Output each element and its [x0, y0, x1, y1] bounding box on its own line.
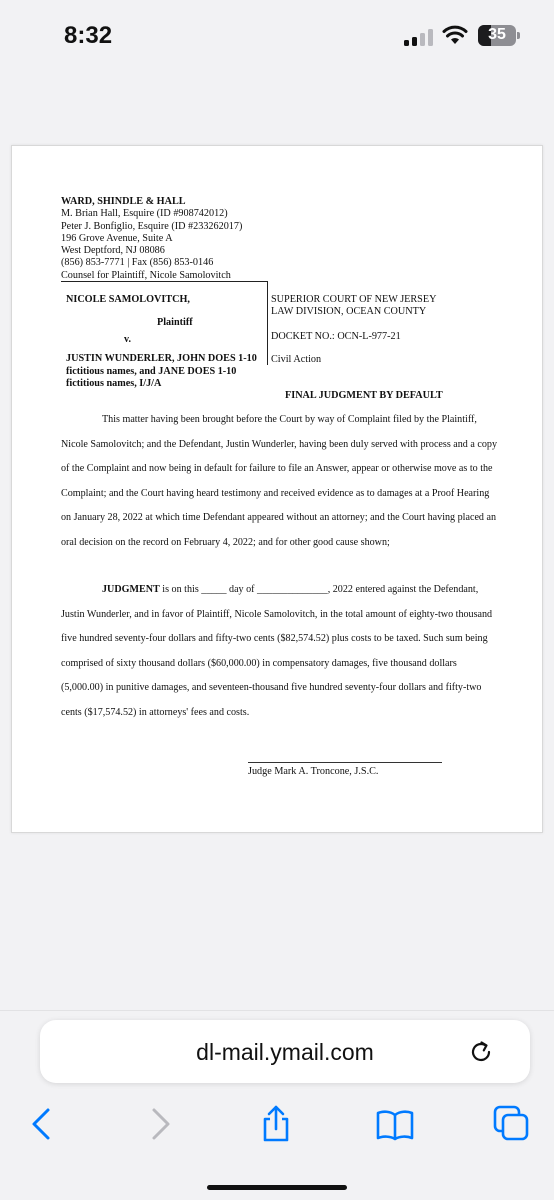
- signature-line: [248, 762, 442, 763]
- firm-line: M. Brian Hall, Esquire (ID #908742012): [61, 208, 228, 220]
- judgment-paragraph: [61, 578, 501, 726]
- plaintiff-name: NICOLE SAMOLOVITCH,: [66, 294, 190, 305]
- judgment-lead: JUDGMENT: [102, 584, 160, 595]
- firm-line: West Deptford, NJ 08086: [61, 245, 165, 257]
- judgment-text: is on this _____ day of ______________, 2022 entered against the Defendant, Justin Wunderler, and in favor of Plaintiff, Nicole Samolovitch, in the total amount of eighty-two thousand five hundred seventy-four dollars and fifty-two cents ($82,574.52) plus costs to be taxed. Such sum being comprised of sixty thousand dollars ($60,000.00) in compensatory damages, five thousand dollars (5,000.00) in punitive damages, and seventeen-thousand five hundred seventy-four dollars and fifty-two cents ($17,574.52) in attorneys' fees and costs.: [61, 584, 493, 718]
- document-title: FINAL JUDGMENT BY DEFAULT: [285, 390, 443, 401]
- firm-name: WARD, SHINDLE & HALL: [61, 196, 186, 207]
- action-type: Civil Action: [271, 354, 322, 365]
- plaintiff-role: Plaintiff: [157, 317, 193, 328]
- judge-signature-name: Judge Mark A. Troncone, J.S.C.: [248, 766, 379, 777]
- firm-block: [61, 196, 242, 282]
- firm-line: 196 Grove Avenue, Suite A: [61, 232, 173, 244]
- url-text[interactable]: dl-mail.ymail.com: [196, 1039, 374, 1065]
- forward-icon[interactable]: [140, 1104, 180, 1144]
- tabs-icon[interactable]: [492, 1104, 532, 1144]
- home-indicator[interactable]: [207, 1185, 347, 1190]
- court-division: LAW DIVISION, OCEAN COUNTY: [271, 306, 427, 318]
- battery-level: 35: [488, 26, 506, 43]
- bookmarks-icon[interactable]: [375, 1104, 415, 1144]
- document-page: [11, 145, 543, 833]
- defendants-names: JUSTIN WUNDERLER, JOHN DOES 1-10 fictitious names, and JANE DOES 1-10 fictitious names, I/J/A: [66, 353, 257, 389]
- share-icon[interactable]: [256, 1104, 296, 1144]
- versus-label: v.: [124, 334, 131, 345]
- firm-line: Peter J. Bonfiglio, Esquire (ID #233262017): [61, 220, 243, 232]
- wifi-icon: [442, 25, 468, 45]
- caption-divider-horizontal: [61, 281, 267, 282]
- court-block: [271, 294, 436, 318]
- status-bar: [0, 0, 554, 68]
- browser-toolbar: [0, 1090, 554, 1200]
- recital-text: This matter having been brought before the Court by way of Complaint filed by the Plaintiff, Nicole Samolovitch; and the Defendant, Justin Wunderler, having been duly served with process and a copy of the Complaint and now being in default for failure to file an Answer, appear or otherwise move as to the Complaint; and the Court having heard testimony and received evidence as to damages at a Proof Hearing on January 28, 2022 at which time Defendant appeared without an attorney; and the Court having placed an oral decision on the record on February 4, 2022; and for other good cause shown;: [61, 414, 498, 548]
- cellular-signal-icon: [404, 28, 434, 46]
- court-name: SUPERIOR COURT OF NEW JERSEY: [271, 294, 437, 305]
- address-bar[interactable]: [40, 1020, 530, 1083]
- firm-line: (856) 853-7771 | Fax (856) 853-0146: [61, 257, 214, 269]
- status-time: 8:32: [64, 22, 113, 49]
- battery-icon: [478, 25, 516, 46]
- docket-number: DOCKET NO.: OCN-L-977-21: [271, 331, 401, 342]
- firm-line: Counsel for Plaintiff, Nicole Samolovitch: [61, 269, 231, 281]
- back-icon[interactable]: [22, 1104, 62, 1144]
- recital-paragraph: [61, 408, 501, 556]
- battery-cap: [517, 32, 520, 39]
- reload-icon[interactable]: [466, 1037, 496, 1067]
- caption-divider-vertical: [267, 281, 268, 365]
